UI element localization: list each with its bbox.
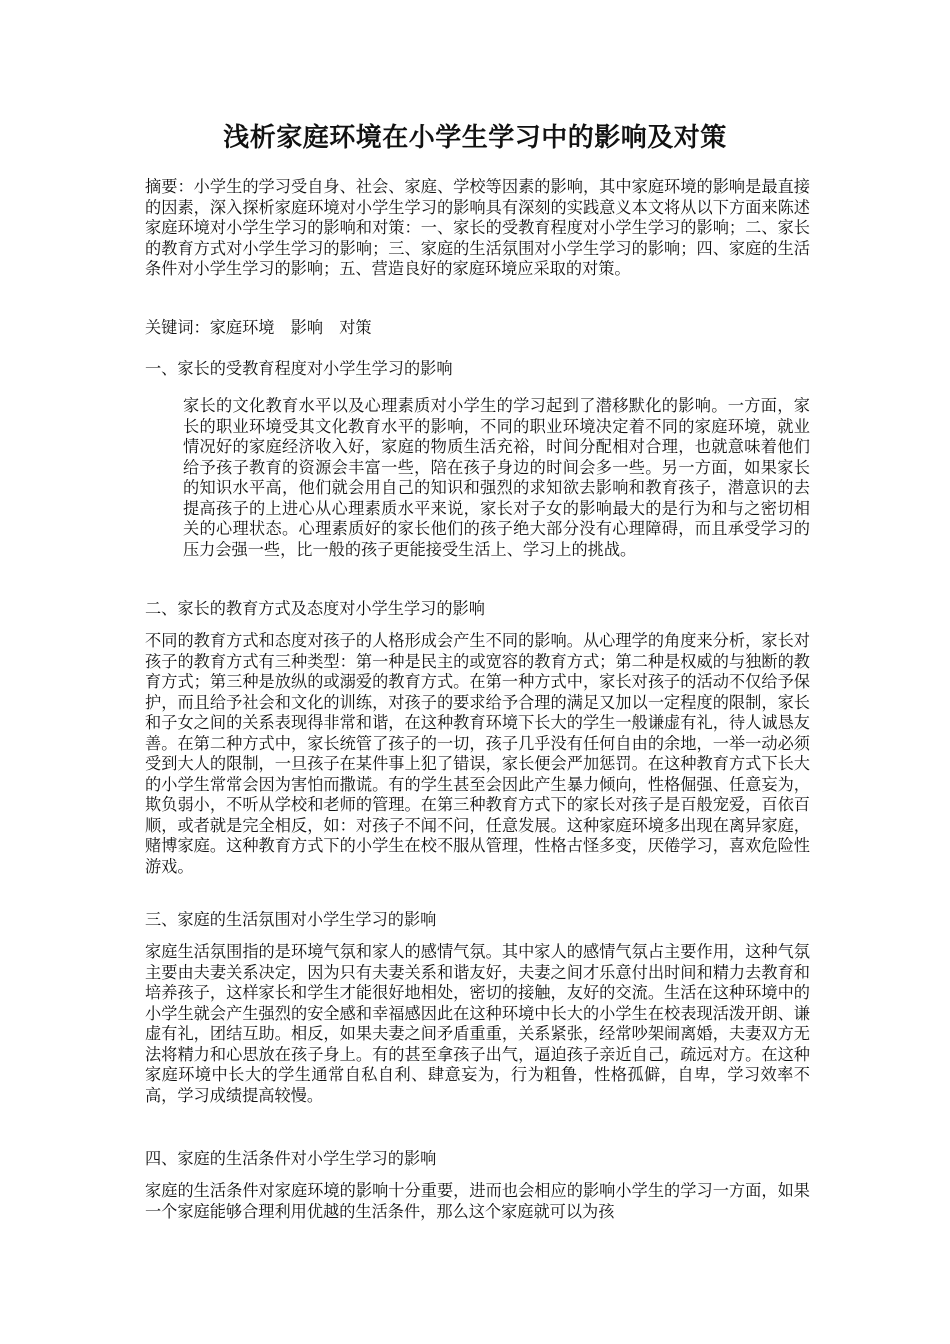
section-4-heading: 四、家庭的生活条件对小学生学习的影响 [145,1149,437,1168]
section-4-body: 家庭的生活条件对家庭环境的影响十分重要，进而也会相应的影响小学生的学习一方面，如果一个家庭能够合理利用优越的生活条件，那么这个家庭就可以为孩 [145,1181,810,1221]
section-3-body: 家庭生活氛围指的是环境气氛和家人的感情气氛。其中家人的感情气氛占主要作用，这种气氛主要由夫妻关系决定，因为只有夫妻关系和谐友好，夫妻之间才乐意付出时间和精力去教育和培养孩子，这样家长和学生才能很好地相处，密切的接触，友好的交流。生活在这种环境中的小学生就会产生强烈的安全感和幸福感因此在这种环境中长大的小学生在校表现活泼开朗、谦虚有礼，团结互助。相反，如果夫妻之间矛盾重重，关系紧张，经常吵架闹离婚，夫妻双方无法将精力和心思放在孩子身上。有的甚至拿孩子出气，逼迫孩子亲近自己，疏远对方。在这种家庭环境中长大的学生通常自私自利、肆意妄为，行为粗鲁，性格孤僻，自卑，学习效率不高，学习成绩提高较慢。 [145,942,810,1105]
section-1-body: 家长的文化教育水平以及心理素质对小学生的学习起到了潜移默化的影响。一方面，家长的职业环境受其文化教育水平的影响，不同的职业环境决定着不同的家庭环境，就业情况好的家庭经济收入好，家庭的物质生活充裕，时间分配相对合理，也就意味着他们给予孩子教育的资源会丰富一些，陪在孩子身边的时间会多一些。另一方面，如果家长的知识水平高，他们就会用自己的知识和强烈的求知欲去影响和教育孩子，潜意识的去提高孩子的上进心从心理素质水平来说，家长对子女的影响最大的是行为和与之密切相关的心理状态。心理素质好的家长他们的孩子绝大部分没有心理障碍，而且承受学习的压力会强一些，比一般的孩子更能接受生活上、学习上的挑战。 [183,396,810,559]
section-1-heading: 一、家长的受教育程度对小学生学习的影响 [145,359,453,378]
section-2-heading: 二、家长的教育方式及态度对小学生学习的影响 [145,599,485,618]
document-title: 浅析家庭环境在小学生学习中的影响及对策 [223,123,727,153]
section-3-heading: 三、家庭的生活氛围对小学生学习的影响 [145,910,437,929]
keywords-line: 关键词：家庭环境 影响 对策 [145,318,372,337]
abstract-paragraph: 摘要：小学生的学习受自身、社会、家庭、学校等因素的影响，其中家庭环境的影响是最直接的因素，深入探析家庭环境对小学生学习的影响具有深刻的实践意义本文将从以下方面来陈述家庭环境对小学生学习的影响和对策：一、家长的受教育程度对小学生学习的影响；二、家长的教育方式对小学生学习的影响；三、家庭的生活氛围对小学生学习的影响；四、家庭的生活条件对小学生学习的影响；五、营造良好的家庭环境应采取的对策。 [145,177,810,278]
section-2-body: 不同的教育方式和态度对孩子的人格形成会产生不同的影响。从心理学的角度来分析，家长对孩子的教育方式有三种类型：第一种是民主的或宽容的教育方式；第二种是权威的与独断的教育方式；第三种是放纵的或溺爱的教育方式。在第一种方式中，家长对孩子的活动不仅给予保护，而且给予社会和文化的训练，对孩子的要求给予合理的满足又加以一定程度的限制，家长和子女之间的关系表现得非常和谐，在这种教育环境下长大的学生一般谦虚有礼，待人诚恳友善。在第二种方式中，家长统管了孩子的一切，孩子几乎没有任何自由的余地，一举一动必须受到大人的限制，一旦孩子在某件事上犯了错误，家长便会严加惩罚。在这种教育方式下长大的小学生常常会因为害怕而撒谎。有的学生甚至会因此产生暴力倾向，性格倔强、任意妄为，欺负弱小，不听从学校和老师的管理。在第三种教育方式下的家长对孩子是百般宠爱，百依百顺，或者就是完全相反，如：对孩子不闻不问，任意发展。这种家庭环境多出现在离异家庭，赌博家庭。这种教育方式下的小学生在校不服从管理，性格古怪多变，厌倦学习，喜欢危险性游戏。 [145,631,810,876]
